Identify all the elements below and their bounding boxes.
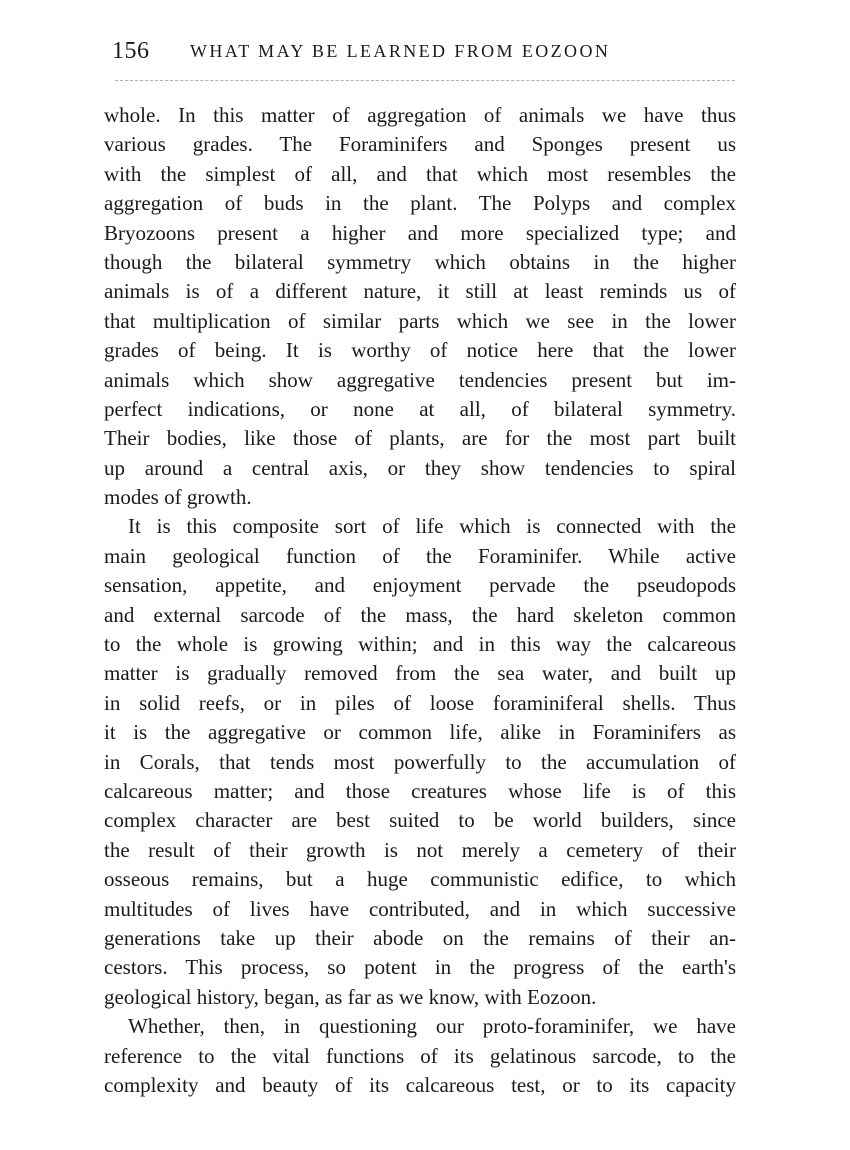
- text-line: that multiplication of similar parts which we see in the lower: [104, 308, 736, 333]
- text-line: to the whole is growing within; and in this way the calcareous: [104, 632, 736, 657]
- text-line: various grades. The Foraminifers and Sponges present us: [104, 132, 736, 157]
- text-line: cestors. This process, so potent in the progress of the earth's: [104, 955, 736, 980]
- text-line: calcareous matter; and those creatures whose life is of this: [104, 778, 736, 803]
- text-line: though the bilateral symmetry which obtains in the higher: [104, 249, 736, 274]
- text-line: animals which show aggregative tendencies present but im-: [104, 367, 736, 392]
- text-line: It is this composite sort of life which is connected with the: [128, 514, 736, 539]
- text-line: aggregation of buds in the plant. The Polyps and complex: [104, 191, 736, 216]
- text-line: and external sarcode of the mass, the hard skeleton common: [104, 602, 736, 627]
- body-text: [104, 101, 736, 1100]
- text-line: complex character are best suited to be world builders, since: [104, 808, 736, 833]
- text-line: geological history, began, as far as we know, with Eozoon.: [104, 984, 597, 1009]
- paragraph-1: [104, 101, 736, 512]
- text-line: animals is of a different nature, it still at least reminds us of: [104, 279, 736, 304]
- text-line: Their bodies, like those of plants, are for the most part built: [104, 426, 736, 451]
- text-line: in Corals, that tends most powerfully to the accumulation of: [104, 749, 736, 774]
- text-line: multitudes of lives have contributed, and in which successive: [104, 896, 736, 921]
- running-head: [112, 38, 752, 72]
- text-line: matter is gradually removed from the sea water, and built up: [104, 661, 736, 686]
- text-line: in solid reefs, or in piles of loose foraminiferal shells. Thus: [104, 690, 736, 715]
- text-line: it is the aggregative or common life, alike in Foraminifers as: [104, 720, 736, 745]
- text-line: main geological function of the Foraminifer. While active: [104, 543, 736, 568]
- text-line: complexity and beauty of its calcareous test, or to its capacity: [104, 1072, 736, 1097]
- text-line: whole. In this matter of aggregation of animals we have thus: [104, 103, 736, 127]
- page-number: 156: [112, 38, 150, 64]
- paragraph-2: [104, 512, 736, 1012]
- text-line: sensation, appetite, and enjoyment pervade the pseudopods: [104, 573, 736, 598]
- text-line: grades of being. It is worthy of notice here that the lower: [104, 338, 736, 363]
- header-rule: [115, 80, 735, 81]
- text-line: modes of growth.: [104, 485, 252, 510]
- text-line: up around a central axis, or they show tendencies to spiral: [104, 455, 736, 480]
- text-line: Whether, then, in questioning our proto-foraminifer, we have: [128, 1014, 736, 1039]
- text-line: reference to the vital functions of its gelatinous sarcode, to the: [104, 1043, 736, 1068]
- text-line: perfect indications, or none at all, of bilateral symmetry.: [104, 396, 736, 421]
- text-line: generations take up their abode on the remains of their an-: [104, 925, 736, 950]
- paragraph-3: [104, 1012, 736, 1100]
- text-line: with the simplest of all, and that which most resembles the: [104, 161, 736, 186]
- text-line: the result of their growth is not merely a cemetery of their: [104, 837, 736, 862]
- text-line: Bryozoons present a higher and more specialized type; and: [104, 220, 736, 245]
- text-line: osseous remains, but a huge communistic edifice, to which: [104, 867, 736, 892]
- running-title: WHAT MAY BE LEARNED FROM EOZOON: [190, 41, 611, 61]
